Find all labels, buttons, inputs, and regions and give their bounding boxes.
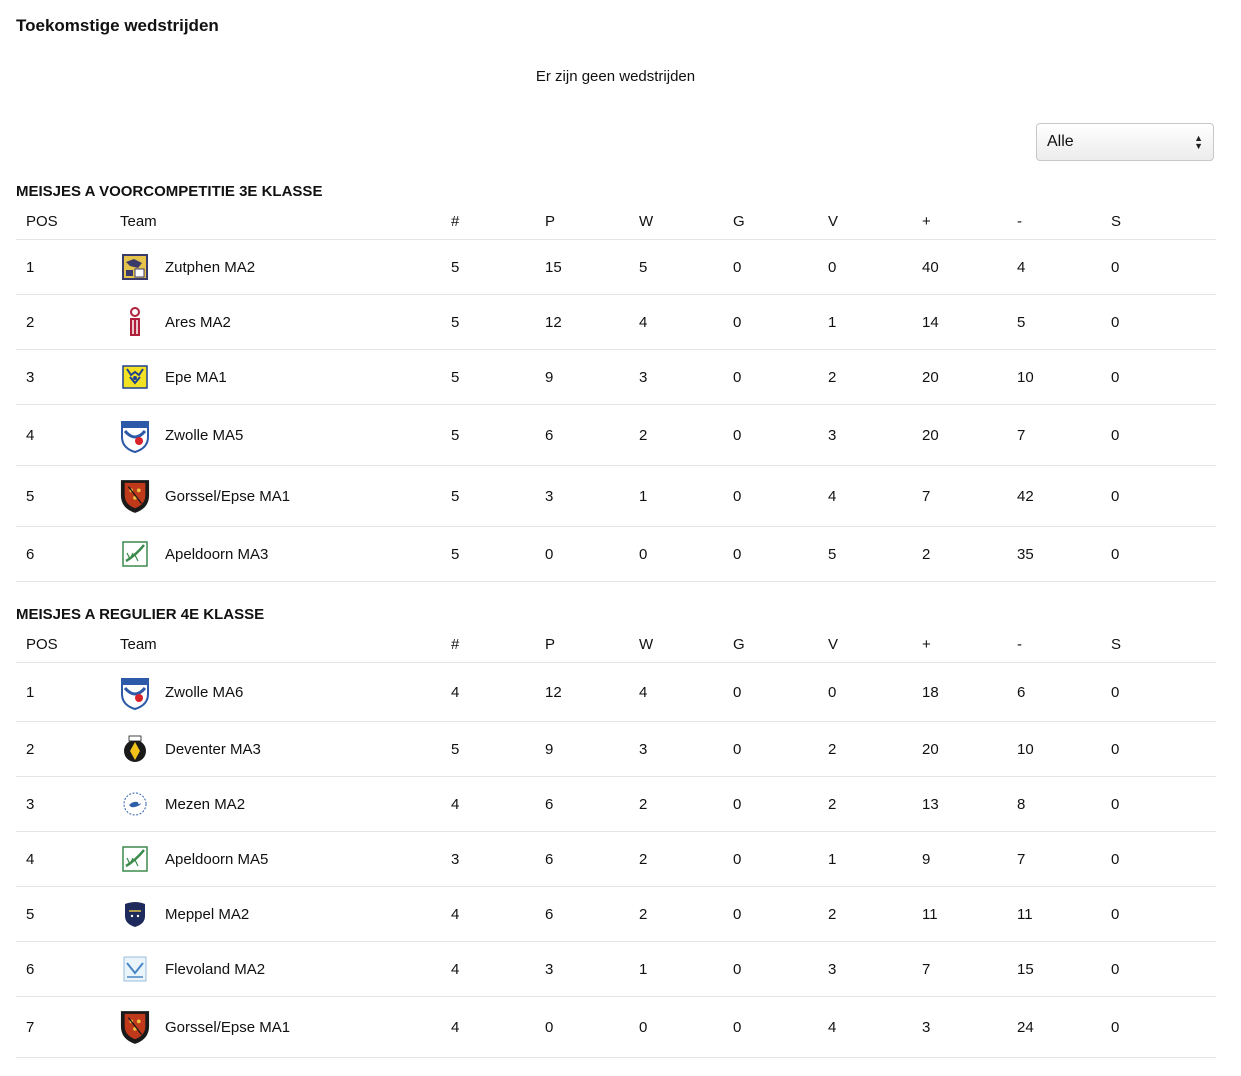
cell-lost: 2 <box>828 905 837 923</box>
team-name[interactable]: Epe MA1 <box>165 368 227 386</box>
team-name[interactable]: Apeldoorn MA3 <box>165 545 269 563</box>
team-cell[interactable] <box>120 295 231 349</box>
cell-goals-for: 2 <box>922 545 931 563</box>
team-name[interactable]: Gorssel/Epse MA1 <box>165 1018 291 1036</box>
cell-goals-for: 20 <box>922 426 939 444</box>
cell-goals-against: 42 <box>1017 487 1034 505</box>
column-header-pos: POS <box>26 212 58 230</box>
cell-points: 9 <box>545 368 554 386</box>
team-cell[interactable] <box>120 527 268 581</box>
no-matches-message: Er zijn geen wedstrijden <box>535 68 696 85</box>
cell-pos: 4 <box>26 426 35 444</box>
competition-regulier-4e-klasse <box>16 604 1216 1058</box>
column-header-lost: V <box>828 635 839 653</box>
cell-lost: 2 <box>828 795 837 813</box>
column-header-team: Team <box>120 635 157 653</box>
cell-won: 5 <box>639 258 648 276</box>
standings-row <box>16 466 1216 527</box>
cell-penalty: 0 <box>1111 426 1120 444</box>
cell-lost: 4 <box>828 487 837 505</box>
cell-games: 5 <box>451 487 460 505</box>
upcoming-matches-title: Toekomstige wedstrijden <box>16 16 219 35</box>
cell-draw: 0 <box>733 795 742 813</box>
cell-goals-for: 20 <box>922 368 939 386</box>
standings-row <box>16 777 1216 832</box>
cell-lost: 5 <box>828 545 837 563</box>
team-cell[interactable] <box>120 405 243 465</box>
cell-goals-against: 8 <box>1017 795 1026 813</box>
team-cell[interactable] <box>120 466 290 526</box>
standings-row <box>16 832 1216 887</box>
cell-goals-against: 7 <box>1017 426 1026 444</box>
cell-points: 9 <box>545 740 554 758</box>
cell-won: 0 <box>639 545 648 563</box>
cell-draw: 0 <box>733 426 742 444</box>
cell-games: 5 <box>451 545 460 563</box>
cell-pos: 1 <box>26 258 35 276</box>
cell-draw: 0 <box>733 960 742 978</box>
cell-pos: 5 <box>26 905 35 923</box>
select-arrows-icon: ▲ ▼ <box>1194 133 1203 151</box>
epe-logo-icon <box>120 358 150 396</box>
cell-lost: 0 <box>828 683 837 701</box>
cell-goals-for: 13 <box>922 795 939 813</box>
meppel-logo-icon <box>120 895 150 933</box>
cell-draw: 0 <box>733 313 742 331</box>
cell-goals-for: 11 <box>922 905 938 923</box>
standings-row <box>16 405 1216 466</box>
team-cell[interactable] <box>120 887 249 941</box>
column-header-goals-against: - <box>1017 635 1022 653</box>
team-name[interactable]: Zutphen MA2 <box>165 258 256 276</box>
cell-games: 5 <box>451 426 460 444</box>
cell-goals-against: 10 <box>1017 368 1034 386</box>
competition-filter-select[interactable] <box>1036 123 1214 161</box>
competition-voorcompetitie-3e-klasse <box>16 181 1216 582</box>
cell-games: 5 <box>451 368 460 386</box>
cell-penalty: 0 <box>1111 683 1120 701</box>
cell-draw: 0 <box>733 905 742 923</box>
standings-header-row <box>16 203 1216 240</box>
cell-games: 4 <box>451 1018 460 1036</box>
standings-row <box>16 240 1216 295</box>
cell-draw: 0 <box>733 1018 742 1036</box>
apeldoorn-logo-icon <box>120 840 150 878</box>
cell-won: 2 <box>639 850 648 868</box>
column-header-draw: G <box>733 212 745 230</box>
cell-goals-for: 20 <box>922 740 939 758</box>
cell-pos: 4 <box>26 850 35 868</box>
cell-goals-against: 5 <box>1017 313 1026 331</box>
cell-games: 4 <box>451 683 460 701</box>
column-header-penalty: S <box>1111 212 1122 230</box>
cell-won: 4 <box>639 313 648 331</box>
cell-pos: 3 <box>26 795 35 813</box>
cell-goals-for: 7 <box>922 487 931 505</box>
cell-won: 4 <box>639 683 648 701</box>
cell-draw: 0 <box>733 740 742 758</box>
cell-points: 15 <box>545 258 562 276</box>
standings-row <box>16 527 1216 582</box>
cell-lost: 1 <box>828 313 837 331</box>
team-name[interactable]: Flevoland MA2 <box>165 960 266 978</box>
cell-goals-against: 24 <box>1017 1018 1034 1036</box>
cell-penalty: 0 <box>1111 740 1120 758</box>
standings-row <box>16 997 1216 1058</box>
team-name[interactable]: Gorssel/Epse MA1 <box>165 487 291 505</box>
team-name[interactable]: Mezen MA2 <box>165 795 246 813</box>
cell-draw: 0 <box>733 850 742 868</box>
cell-penalty: 0 <box>1111 905 1120 923</box>
cell-games: 5 <box>451 313 460 331</box>
cell-points: 0 <box>545 1018 554 1036</box>
cell-goals-for: 14 <box>922 313 939 331</box>
cell-pos: 2 <box>26 313 35 331</box>
cell-lost: 3 <box>828 960 837 978</box>
cell-points: 12 <box>545 683 562 701</box>
cell-lost: 1 <box>828 850 837 868</box>
team-name[interactable]: Zwolle MA6 <box>165 683 244 701</box>
column-header-goals-for: + <box>922 635 931 653</box>
gorssel-epse-logo-icon <box>120 1008 150 1046</box>
cell-draw: 0 <box>733 487 742 505</box>
column-header-team: Team <box>120 212 157 230</box>
cell-penalty: 0 <box>1111 960 1120 978</box>
standings-row <box>16 663 1216 722</box>
cell-lost: 2 <box>828 368 837 386</box>
zutphen-logo-icon <box>120 248 150 286</box>
cell-penalty: 0 <box>1111 1018 1120 1036</box>
team-name[interactable]: Meppel MA2 <box>165 905 250 923</box>
team-cell[interactable] <box>120 722 261 776</box>
cell-goals-for: 3 <box>922 1018 931 1036</box>
cell-goals-for: 7 <box>922 960 931 978</box>
cell-goals-for: 9 <box>922 850 931 868</box>
team-cell[interactable] <box>120 832 268 886</box>
cell-points: 3 <box>545 960 554 978</box>
cell-penalty: 0 <box>1111 487 1120 505</box>
cell-penalty: 0 <box>1111 795 1120 813</box>
cell-pos: 5 <box>26 487 35 505</box>
standings-row <box>16 295 1216 350</box>
cell-goals-against: 15 <box>1017 960 1034 978</box>
team-name[interactable]: Deventer MA3 <box>165 740 261 758</box>
cell-games: 4 <box>451 960 460 978</box>
cell-won: 2 <box>639 795 648 813</box>
cell-lost: 3 <box>828 426 837 444</box>
cell-penalty: 0 <box>1111 313 1120 331</box>
column-header-pos: POS <box>26 635 58 653</box>
column-header-draw: G <box>733 635 745 653</box>
cell-won: 3 <box>639 368 648 386</box>
cell-draw: 0 <box>733 368 742 386</box>
column-header-points: P <box>545 212 556 230</box>
cell-goals-for: 40 <box>922 258 939 276</box>
team-cell[interactable] <box>120 942 265 996</box>
column-header-goals-against: - <box>1017 212 1022 230</box>
cell-points: 6 <box>545 905 554 923</box>
cell-goals-against: 7 <box>1017 850 1026 868</box>
column-header-won: W <box>639 635 654 653</box>
cell-games: 4 <box>451 905 460 923</box>
team-cell[interactable] <box>120 777 245 831</box>
cell-points: 0 <box>545 545 554 563</box>
cell-won: 2 <box>639 905 648 923</box>
team-name[interactable]: Zwolle MA5 <box>165 426 244 444</box>
mezen-logo-icon <box>120 785 150 823</box>
cell-games: 3 <box>451 850 460 868</box>
cell-won: 2 <box>639 426 648 444</box>
apeldoorn-logo-icon <box>120 535 150 573</box>
ares-logo-icon <box>120 303 150 341</box>
cell-points: 12 <box>545 313 562 331</box>
standings-row <box>16 887 1216 942</box>
filter-selected-value: Alle <box>1047 133 1074 150</box>
team-name[interactable]: Apeldoorn MA5 <box>165 850 269 868</box>
standings-row <box>16 350 1216 405</box>
team-cell[interactable] <box>120 663 243 721</box>
standings-row <box>16 722 1216 777</box>
team-cell[interactable] <box>120 350 227 404</box>
cell-pos: 6 <box>26 545 35 563</box>
team-cell[interactable] <box>120 997 290 1057</box>
cell-pos: 1 <box>26 683 35 701</box>
cell-points: 6 <box>545 426 554 444</box>
column-header-goals-for: + <box>922 212 931 230</box>
cell-games: 5 <box>451 258 460 276</box>
cell-won: 0 <box>639 1018 648 1036</box>
column-header-penalty: S <box>1111 635 1122 653</box>
deventer-logo-icon <box>120 730 150 768</box>
cell-pos: 6 <box>26 960 35 978</box>
column-header-points: P <box>545 635 556 653</box>
flevoland-logo-icon <box>120 950 150 988</box>
cell-points: 3 <box>545 487 554 505</box>
cell-games: 4 <box>451 795 460 813</box>
cell-pos: 2 <box>26 740 35 758</box>
cell-won: 3 <box>639 740 648 758</box>
gorssel-epse-logo-icon <box>120 477 150 515</box>
cell-won: 1 <box>639 960 648 978</box>
cell-penalty: 0 <box>1111 850 1120 868</box>
zwolle-logo-icon <box>120 416 150 454</box>
cell-goals-against: 10 <box>1017 740 1034 758</box>
cell-games: 5 <box>451 740 460 758</box>
cell-draw: 0 <box>733 258 742 276</box>
cell-points: 6 <box>545 795 554 813</box>
cell-lost: 0 <box>828 258 837 276</box>
cell-goals-against: 35 <box>1017 545 1034 563</box>
column-header-lost: V <box>828 212 839 230</box>
cell-penalty: 0 <box>1111 368 1120 386</box>
zwolle-logo-icon <box>120 673 150 711</box>
cell-won: 1 <box>639 487 648 505</box>
cell-goals-for: 18 <box>922 683 939 701</box>
cell-lost: 2 <box>828 740 837 758</box>
cell-penalty: 0 <box>1111 258 1120 276</box>
competition-title: MEISJES A REGULIER 4E KLASSE <box>16 606 265 623</box>
cell-goals-against: 4 <box>1017 258 1026 276</box>
column-header-games: # <box>451 635 460 653</box>
cell-goals-against: 6 <box>1017 683 1026 701</box>
cell-draw: 0 <box>733 545 742 563</box>
standings-header-row <box>16 626 1216 663</box>
standings-row <box>16 942 1216 997</box>
cell-pos: 3 <box>26 368 35 386</box>
cell-lost: 4 <box>828 1018 837 1036</box>
column-header-games: # <box>451 212 460 230</box>
column-header-won: W <box>639 212 654 230</box>
cell-penalty: 0 <box>1111 545 1120 563</box>
cell-draw: 0 <box>733 683 742 701</box>
cell-pos: 7 <box>26 1018 35 1036</box>
team-name[interactable]: Ares MA2 <box>165 313 231 331</box>
cell-points: 6 <box>545 850 554 868</box>
cell-goals-against: 11 <box>1017 905 1033 923</box>
team-cell[interactable] <box>120 240 255 294</box>
competition-title: MEISJES A VOORCOMPETITIE 3E KLASSE <box>16 183 323 200</box>
